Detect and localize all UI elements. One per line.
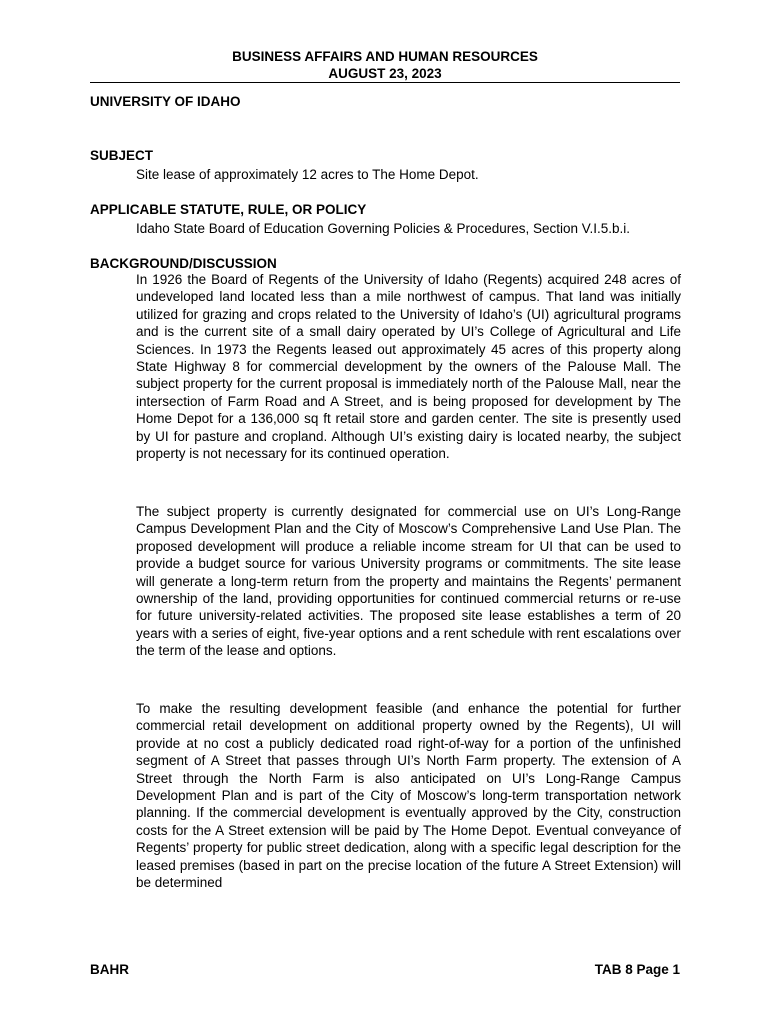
footer-page-number: TAB 8 Page 1 <box>594 962 680 977</box>
header-department: BUSINESS AFFAIRS AND HUMAN RESOURCES <box>232 49 538 64</box>
header-rule <box>90 82 680 83</box>
institution-name: UNIVERSITY OF IDAHO <box>90 94 241 109</box>
header-date: AUGUST 23, 2023 <box>328 66 442 81</box>
background-paragraph-3: To make the resulting development feasible (and enhance the potential for further commercial retail development on additional property owned by the Regents), UI will provide at no cost a publicly dedicated road right-of-way for a portion of the unfinished segment of A Street that passes through UI’s North Farm property. The extension of A Street through the North Farm is also anticipated on UI’s Long-Range Campus Development Plan and is part of the City of Moscow’s long-term transportation network planning. If the commercial development is eventually approved by the City, construction costs for the A Street extension will be paid by The Home Depot. Eventual conveyance of Regents’ property for public street dedication, along with a specific legal description for the leased premises (based in part on the precise location of the future A Street Extension) will be determined <box>136 701 681 891</box>
subject-heading: SUBJECT <box>90 148 154 163</box>
subject-text: Site lease of approximately 12 acres to The Home Depot. <box>136 167 479 182</box>
background-paragraph-2: The subject property is currently designated for commercial use on UI’s Long-Range Campus Development Plan and the City of Moscow’s Comprehensive Land Use Plan. The proposed development will produce a reliable income stream for UI that can be used to provide a budget source for various University programs or commitments. The site lease will generate a long-term return from the property and maintains the Regents’ permanent ownership of the land, providing opportunities for continued commercial returns or re-use for future university-related activities. The proposed site lease establishes a term of 20 years with a series of eight, five-year options and a rent schedule with rent escalations over the term of the lease and options. <box>136 504 681 659</box>
statute-heading: APPLICABLE STATUTE, RULE, OR POLICY <box>90 202 367 217</box>
statute-text: Idaho State Board of Education Governing Policies & Procedures, Section V.I.5.b.i. <box>136 221 631 236</box>
footer-left: BAHR <box>90 962 129 977</box>
background-paragraph-1: In 1926 the Board of Regents of the University of Idaho (Regents) acquired 248 acres of undeveloped land located less than a mile northwest of campus. That land was initially utilized for grazing and crops related to the University of Idaho’s (UI) agricultural programs and is the current site of a small dairy operated by UI’s College of Agricultural and Life Sciences. In 1973 the Regents leased out approximately 45 acres of this property along State Highway 8 for commercial development by the owners of the Palouse Mall. The subject property for the current proposal is immediately north of the Palouse Mall, near the intersection of Farm Road and A Street, and is being proposed for development by The Home Depot for a 136,000 sq ft retail store and garden center. The site is presently used by UI for pasture and cropland. Although UI’s existing dairy is located nearby, the subject property is not necessary for its continued operation. <box>136 272 681 462</box>
background-heading: BACKGROUND/DISCUSSION <box>90 256 277 271</box>
document-header <box>90 48 680 82</box>
